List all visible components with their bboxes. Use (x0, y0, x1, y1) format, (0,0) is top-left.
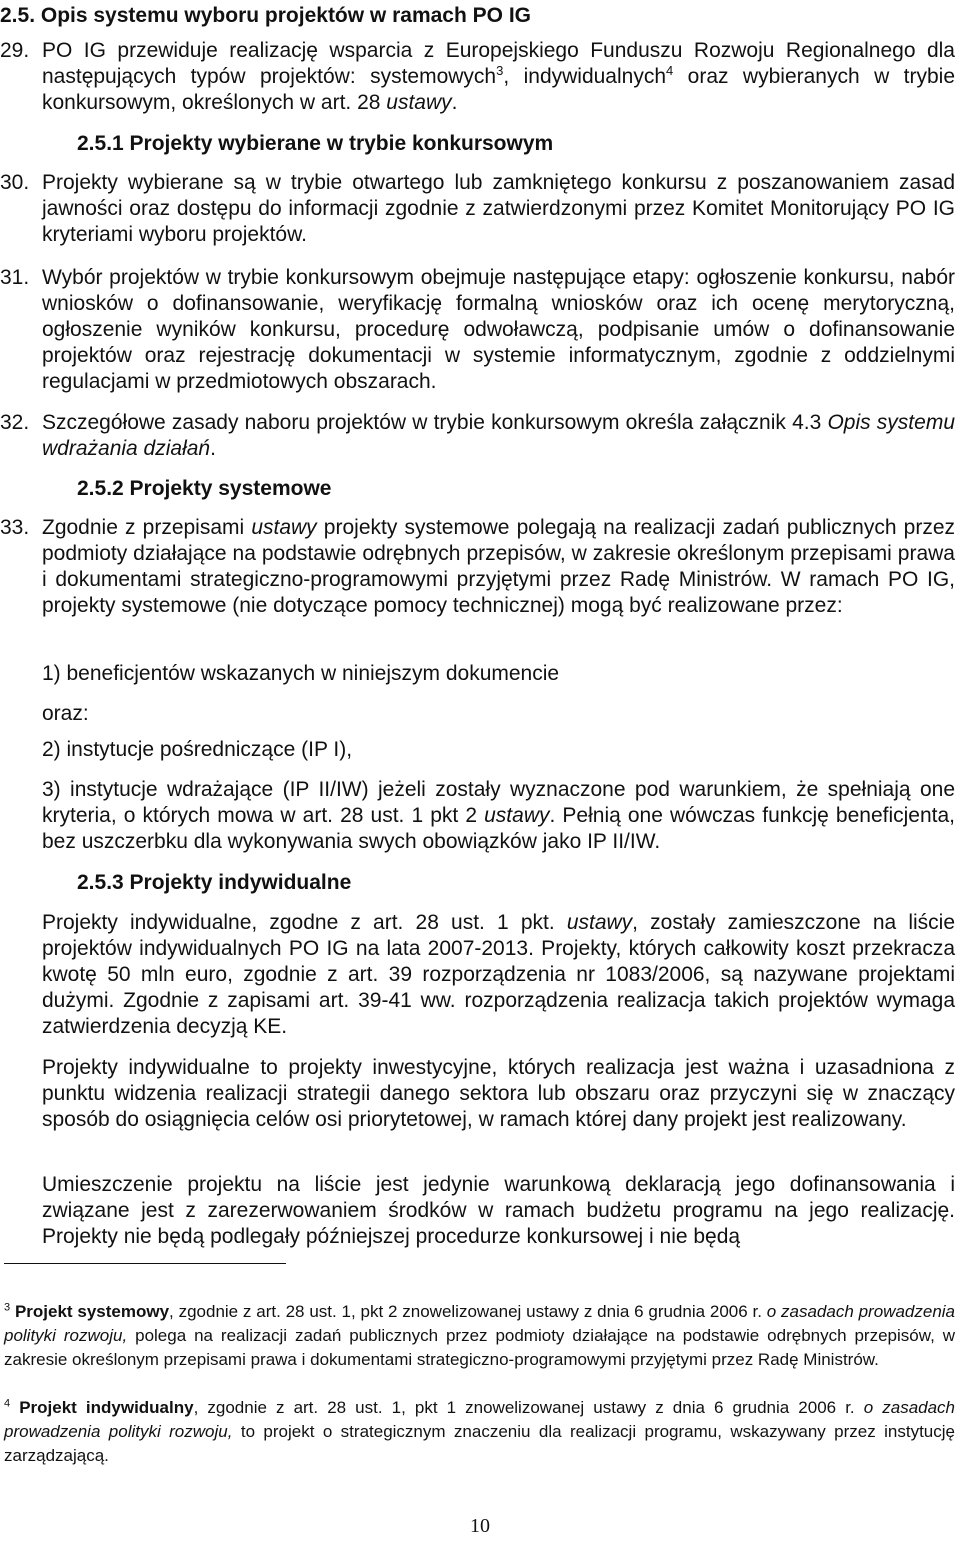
footnote-term: Projekt indywidualny (19, 1398, 194, 1417)
paragraph-number: 32. (0, 411, 30, 434)
paragraph-individual-1 (42, 910, 955, 1040)
footnote-4 (4, 1396, 955, 1468)
paragraph-text: Zgodnie z przepisami (42, 516, 252, 539)
section-title: 2.5. Opis systemu wyboru projektów w ramach PO IG (0, 4, 531, 27)
paragraph-text: . (451, 91, 458, 114)
footnote-text: to projekt o strategicznym znaczeniu dla realizacji programu, wskazywany przez instytucję zarządzającą. (4, 1422, 955, 1465)
footnote-3 (4, 1300, 955, 1372)
paragraph-number: 30. (0, 171, 30, 194)
paragraph-text: PO IG przewiduje realizację wsparcia z Europejskiego Funduszu Rozwoju Regionalnego dla następujących typów projektów: systemowych (42, 39, 955, 88)
footnote-text: polega na realizacji zadań publicznych przez podmioty działające na podstawie odrębnych przepisów, w zakresie określonym przepisami prawa i dokumentami strategiczno-programowymi przyjętymi przez Radę Ministrów. (4, 1326, 955, 1369)
list-item-1: 1) beneficjentów wskazanych w niniejszym dokumencie (42, 662, 560, 685)
paragraph-individual-2: Projekty indywidualne to projekty inwestycyjne, których realizacja jest ważna i uzasadniona z punktu widzenia realizacji strategii danego sektora lub obszaru oraz przyczyni się w znaczący sposób do osiągnięcia celów osi priorytetowej, w ramach której dany projekt jest realizowany. (42, 1056, 955, 1131)
footnote-text: , zgodnie z art. 28 ust. 1, pkt 1 znowelizowanej ustawy z dnia 6 grudnia 2006 r. (193, 1398, 864, 1417)
paragraph-text: Projekty wybierane są w trybie otwartego lub zamkniętego konkursu z poszanowaniem zasad jawności oraz dostępu do informacji zgodnie z zatwierdzonymi przez Komitet Monitorujący PO IG kryteriami wyboru projektów. (42, 171, 955, 246)
paragraph-text: Szczegółowe zasady naboru projektów w trybie konkursowym określa załącznik 4.3 (42, 411, 828, 434)
paragraph-number: 33. (0, 516, 30, 539)
list-item-2: 2) instytucje pośredniczące (IP I), (42, 738, 353, 761)
paragraph-31 (0, 265, 955, 395)
footnote-term: Projekt systemowy (14, 1302, 170, 1321)
list-item-text: . Pełnią one wówczas funkcję beneficjenta, bez uszczerbku dla wykonywania swych obowiązków jako IP II/IW. (42, 804, 955, 853)
paragraph-30 (0, 170, 955, 248)
paragraph-text: Projekty indywidualne, zgodne z art. 28 ust. 1 pkt. (42, 911, 567, 934)
footnote-ref-3: 3 (496, 63, 504, 78)
subsection-title-2-5-2: 2.5.2 Projekty systemowe (77, 477, 332, 500)
footnote-italic: o zasadach prowadzenia polityki rozwoju, (4, 1302, 956, 1345)
footnote-ref-4: 4 (666, 63, 674, 78)
italic-term: Opis systemu wdrażania działań (42, 411, 955, 460)
list-oraz: oraz: (42, 702, 89, 725)
italic-term: ustawy (386, 91, 452, 114)
paragraph-text: Wybór projektów w trybie konkursowym obejmuje następujące etapy: ogłoszenie konkursu, nabór wniosków o dofinansowanie, weryfikację formalną wniosków oraz ich ocenę merytoryczną, ogłoszenie wyników konkursu, procedurę odwoławczą, podpisanie umów o dofinansowanie projektów oraz rejestrację dokumentacji w systemie informatycznym, zgodnie z oddzielnymi regulacjami w przedmiotowych obszarach. (42, 266, 955, 393)
footnote-number: 4 (4, 1397, 11, 1410)
footnote-italic: o zasadach prowadzenia polityki rozwoju, (4, 1398, 956, 1441)
italic-term: ustawy (566, 911, 633, 934)
footnote-number: 3 (4, 1301, 11, 1314)
italic-term: ustawy (251, 516, 317, 539)
paragraph-text: projekty systemowe polegają na realizacji zadań publicznych przez podmioty działające na podstawie odrębnych przepisów, w zakresie określonym przepisami prawa i dokumentami strategiczno-programowymi przyjętymi przez Radę Ministrów. W ramach PO IG, projekty systemowe (nie dotyczące pomocy technicznej) mogą być realizowane przez: (42, 516, 955, 617)
italic-term: ustawy (484, 804, 550, 827)
paragraph-text: , zostały zamieszczone na liście projektów indywidualnych PO IG na lata 2007-2013. Projekty, których całkowity koszt przekracza kwotę 50 mln euro, zgodnie z art. 39 rozporządzenia nr 1083/2006, są nazywane projektami dużymi. Zgodnie z zapisami art. 39-41 ww. rozporządzenia realizacja takich projektów wymaga zatwierdzenia decyzją KE. (42, 911, 955, 1038)
paragraph-33 (0, 515, 955, 619)
paragraph-32 (0, 410, 955, 462)
paragraph-individual-3: Umieszczenie projektu na liście jest jedynie warunkową deklaracją jego dofinansowania i związane jest z zarezerwowaniem środków w ramach budżetu programu na jego realizację. Projekty nie będą podlegały późniejszej procedurze konkursowej i nie będą (42, 1173, 955, 1248)
paragraph-text: . (210, 437, 216, 460)
page-number: 10 (470, 1515, 490, 1537)
paragraph-number: 31. (0, 266, 30, 289)
paragraph-number: 29. (0, 39, 30, 62)
footnote-text: , zgodnie z art. 28 ust. 1, pkt 2 znowelizowanej ustawy z dnia 6 grudnia 2006 r. (169, 1302, 767, 1321)
paragraph-text: , indywidualnych (503, 65, 667, 88)
paragraph-29 (0, 38, 955, 116)
list-item-text: 3) instytucje wdrażające (IP II/IW) jeżeli zostały wyznaczone pod warunkiem, że spełniają one kryteria, o których mowa w art. 28 ust. 1 pkt 2 (42, 778, 955, 827)
subsection-title-2-5-3: 2.5.3 Projekty indywidualne (77, 871, 352, 894)
list-item-3 (42, 777, 955, 855)
footnote-separator (4, 1263, 286, 1264)
paragraph-text: oraz wybieranych w trybie konkursowym, określonych w art. 28 (42, 65, 955, 114)
subsection-title-2-5-1: 2.5.1 Projekty wybierane w trybie konkursowym (77, 132, 554, 155)
